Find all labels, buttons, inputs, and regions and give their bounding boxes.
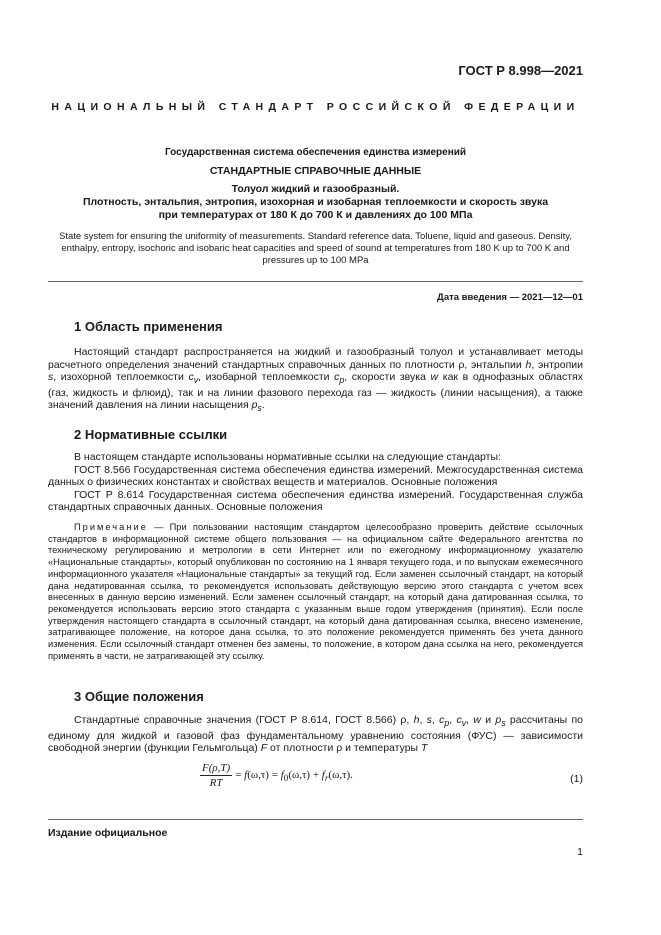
system-title: Государственная система обеспечения единства измерений bbox=[164, 147, 467, 158]
paragraph: Стандартные справочные значения (ГОСТ Р 8.614, ГОСТ 8.566) ρ, h, s, $c_p$, $c_v$, w и $p_s$ рассчитаны по единому для жидкой и газовой фаз фундаментальному уравнению состояния (ФУС) — зависимости свободной энергии (функции Гельмгольца) F от плотности ρ и температуры T bbox=[48, 714, 583, 755]
document-title bbox=[48, 183, 583, 222]
title-line: Толуол жидкий и газообразный. bbox=[231, 183, 400, 195]
section-3-heading: 3 Общие положения bbox=[74, 689, 204, 704]
national-standard-banner: НАЦИОНАЛЬНЫЙ СТАНДАРТ РОССИЙСКОЙ ФЕДЕРАЦИИ bbox=[51, 101, 580, 113]
section-2-heading: 2 Нормативные ссылки bbox=[74, 427, 228, 442]
note-label: Примечание bbox=[74, 522, 148, 532]
page-number: 1 bbox=[577, 846, 583, 858]
official-edition-label: Издание официальное bbox=[48, 827, 168, 839]
paragraph: В настоящем стандарте использованы нормативные ссылки на следующие стандарты: bbox=[74, 451, 501, 463]
equation-fraction: $\frac{F(\rho,T)}{RT}$ bbox=[202, 762, 231, 789]
section-1-heading: 1 Область применения bbox=[74, 319, 223, 334]
section-2-body bbox=[48, 451, 583, 514]
section-3-body bbox=[48, 714, 583, 755]
standard-type: СТАНДАРТНЫЕ СПРАВОЧНЫЕ ДАННЫЕ bbox=[209, 165, 422, 177]
reference-gost-r-8-614: ГОСТ Р 8.614 Государственная система обеспечения единства измерений. Государственная служба стандартных справочных данных. Основные положения bbox=[48, 488, 583, 513]
title-line: при температурах от 180 К до 700 К и давлениях до 100 МПа bbox=[158, 209, 473, 221]
gost-code: ГОСТ Р 8.998—2021 bbox=[458, 63, 583, 78]
reference-gost-8-566: ГОСТ 8.566 Государственная система обеспечения единства измерений. Межгосударственная система данных о физических константах и свойствах веществ и материалов. Основные положения bbox=[48, 463, 583, 488]
paragraph: Настоящий стандарт распространяется на жидкий и газообразный толуол и устанавливает методы расчетного определения значений стандартных справочных данных по плотности ρ, энтальпии h, энтропии s, изохорной теплоемкости $c_v$, изобарной теплоемкости $c_p$, скорости звука w как в однофазных областях (газ, жидкость и флюид), так и на линии фазового перехода газ — жидкость (линии насыщения), а также значений давления на линии насыщения $p_s$. bbox=[48, 346, 584, 414]
divider bbox=[48, 281, 583, 282]
note-text: — При пользовании настоящим стандартом целесообразно проверить действие ссылочных стандартов в информационной системе общего пользования — на официальном сайте Федерального агентства по техническому регулированию и метрологии в сети Интернет или по ежегодному информационному указателю «Национальные стандарты», который опубликован по состоянию на 1 января текущего года, и по выпускам ежемесячного информационного указателя «Национальные стандарты» за текущий год. Если заменен ссылочный стандарт, на который дана недатированная ссылка, то рекомендуется использовать действующую версию этого стандарта с учетом всех внесенных в данную версию изменений. Если заменен ссылочный стандарт, на который дана датированная ссылка, то рекомендуется использовать версию этого стандарта с указанным выше годом утверждения (принятия). Если после утверждения настоящего стандарта в ссылочный стандарт, на который дана датированная ссылка, внесено изменение, затрагивающее положение, на которое дана ссылка, то это положение рекомендуется применять без учета данного изменения. Если ссылочный стандарт отменен без замены, то положение, в котором дана ссылка на него, рекомендуется применять в части, не затрагивающей эту ссылку. bbox=[48, 522, 583, 661]
footer-divider bbox=[48, 819, 583, 820]
introduction-date: Дата введения — 2021—12—01 bbox=[437, 292, 583, 303]
note bbox=[48, 522, 583, 662]
english-title: State system for ensuring the uniformity of measurements. Standard reference data. Toluene, liquid and gaseous. Density, enthalpy, entropy, isochoric and isobaric heat capacities and speed of sound at temperatures from 180 K up to 700 K and pressures up to 100 MPa bbox=[59, 231, 572, 266]
title-line: Плотность, энтальпия, энтропия, изохорная и изобарная теплоемкости и скорость звука bbox=[82, 196, 549, 208]
equation-number: (1) bbox=[570, 773, 583, 785]
equation-1: $\frac{F(\rho,T)}{RT}$ = $f(\omega,\tau) = f_0(\omega,\tau) + f_r(\omega,\tau)$. bbox=[202, 762, 353, 789]
section-1-body bbox=[48, 346, 583, 415]
